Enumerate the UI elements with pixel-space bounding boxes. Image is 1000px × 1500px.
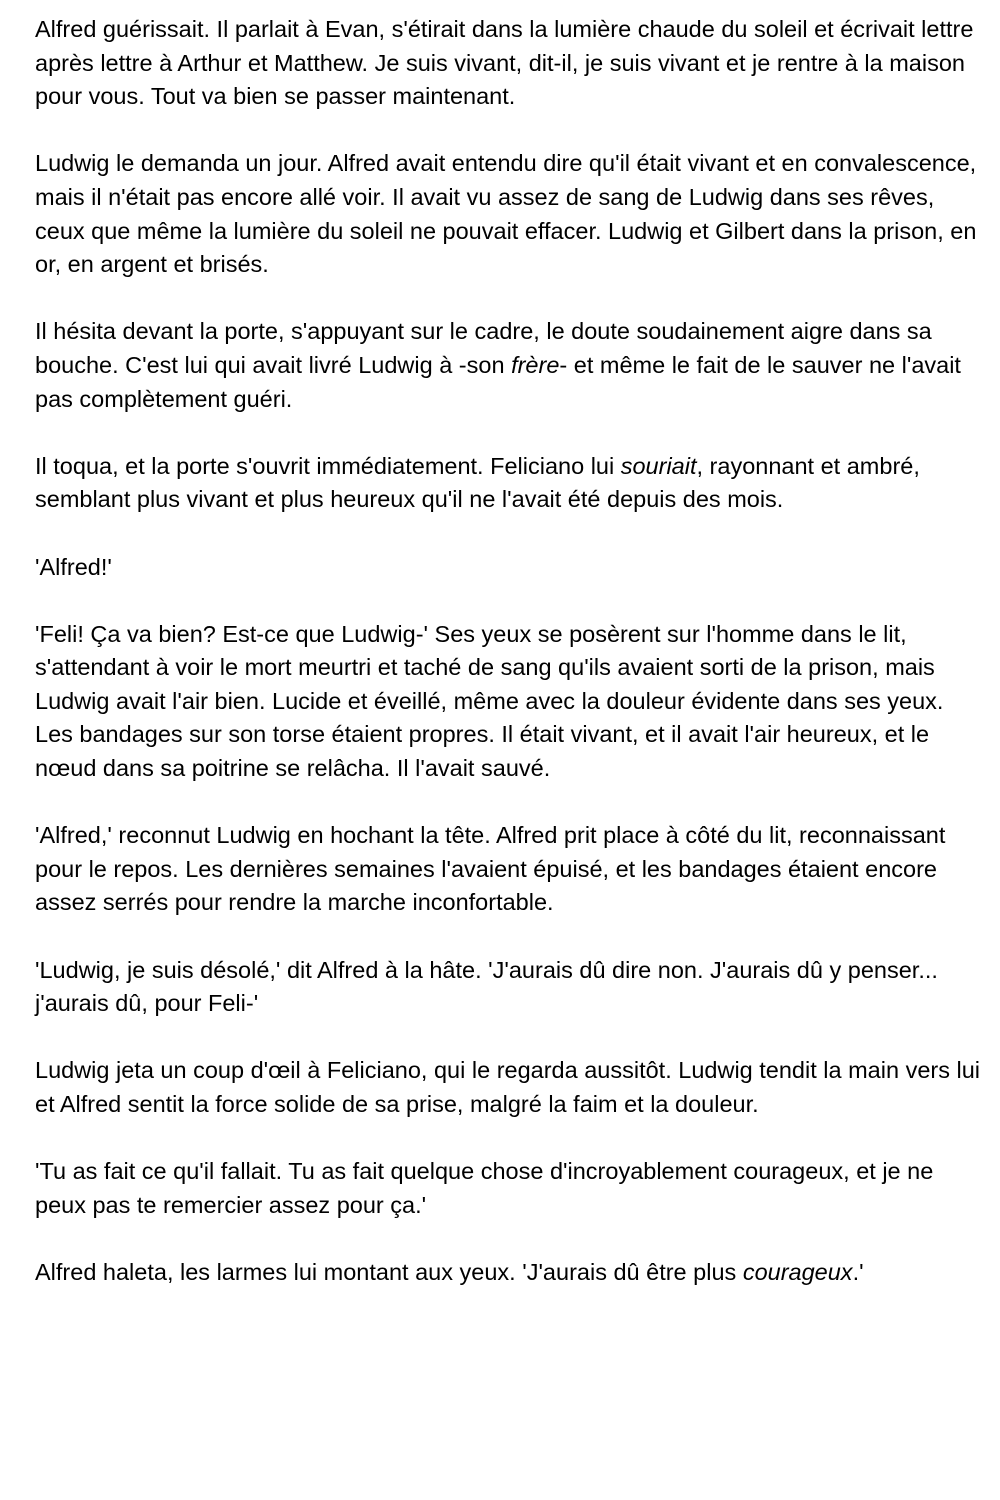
paragraph xyxy=(35,819,980,920)
paragraph xyxy=(35,618,980,786)
paragraph-text: Ludwig le demanda un jour. Alfred avait entendu dire qu'il était vivant et en convalescence, mais il n'était pas encore allé voir. Il avait vu assez de sang de Ludwig dans ses rêves, ceux que même la lumière du soleil ne pouvait effacer. Ludwig et Gilbert dans la prison, en or, en argent et brisés. xyxy=(35,150,977,278)
paragraph-text: , rayonnant et ambré, semblant plus vivant et plus heureux qu'il ne l'avait été depuis des mois. xyxy=(35,452,920,513)
paragraph xyxy=(35,954,980,1021)
paragraph xyxy=(35,551,980,585)
paragraph xyxy=(35,13,980,114)
paragraph xyxy=(35,315,980,416)
paragraph-text: Alfred haleta, les larmes lui montant aux yeux. 'J'aurais dû être plus xyxy=(35,1258,743,1285)
paragraph xyxy=(35,1256,980,1290)
italic-emphasis: courageux xyxy=(742,1258,853,1285)
paragraph-text: 'Tu as fait ce qu'il fallait. Tu as fait quelque chose d'incroyablement courageux, et je ne peux pas te remercier assez pour ça.' xyxy=(35,1158,934,1218)
paragraph-text: 'Alfred,' reconnut Ludwig en hochant la tête. Alfred prit place à côté du lit, reconnaissant pour le repos. Les dernières semaines l'avaient épuisé, et les bandages étaient encore assez serrés pour rendre la marche inconfortable. xyxy=(35,822,946,916)
paragraph-text: .' xyxy=(852,1258,864,1285)
italic-emphasis: souriait xyxy=(620,452,697,479)
italic-emphasis: frère xyxy=(511,351,560,378)
paragraph-text: Il toqua, et la porte s'ouvrit immédiatement. Feliciano lui xyxy=(35,452,621,479)
paragraph xyxy=(35,1054,980,1121)
paragraph xyxy=(35,450,980,517)
paragraph-text: 'Ludwig, je suis désolé,' dit Alfred à la hâte. 'J'aurais dû dire non. J'aurais dû y penser... j'aurais dû, pour Feli-' xyxy=(35,956,938,1017)
paragraph xyxy=(35,1155,980,1222)
paragraph-text: Alfred guérissait. Il parlait à Evan, s'étirait dans la lumière chaude du soleil et écrivait lettre après lettre à Arthur et Matthew. Je suis vivant, dit-il, je suis vivant et je rentre à la maison pour vous. Tout va bien se passer maintenant. xyxy=(35,16,974,110)
paragraph xyxy=(35,147,980,281)
paragraph-text: Il hésita devant la porte, s'appuyant sur le cadre, le doute soudainement aigre dans sa bouche. C'est lui qui avait livré Ludwig à -son xyxy=(35,318,932,378)
paragraph-text: 'Alfred!' xyxy=(35,553,112,580)
document-page xyxy=(35,13,980,1290)
paragraph-text: 'Feli! Ça va bien? Est-ce que Ludwig-' Ses yeux se posèrent sur l'homme dans le lit, s'attendant à voir le mort meurtri et taché de sang qu'ils avaient sorti de la prison, mais Ludwig avait l'air bien. Lucide et éveillé, même avec la douleur évidente dans ses yeux. Les bandages sur son torse étaient propres. Il était vivant, et il avait l'air heureux, et le nœud dans sa poitrine se relâcha. Il l'avait sauvé. xyxy=(35,620,944,782)
paragraph-text: - et même le fait de le sauver ne l'avait pas complètement guéri. xyxy=(35,351,961,412)
paragraph-text: Ludwig jeta un coup d'œil à Feliciano, qui le regarda aussitôt. Ludwig tendit la main vers lui et Alfred sentit la force solide de sa prise, malgré la faim et la douleur. xyxy=(35,1057,981,1117)
